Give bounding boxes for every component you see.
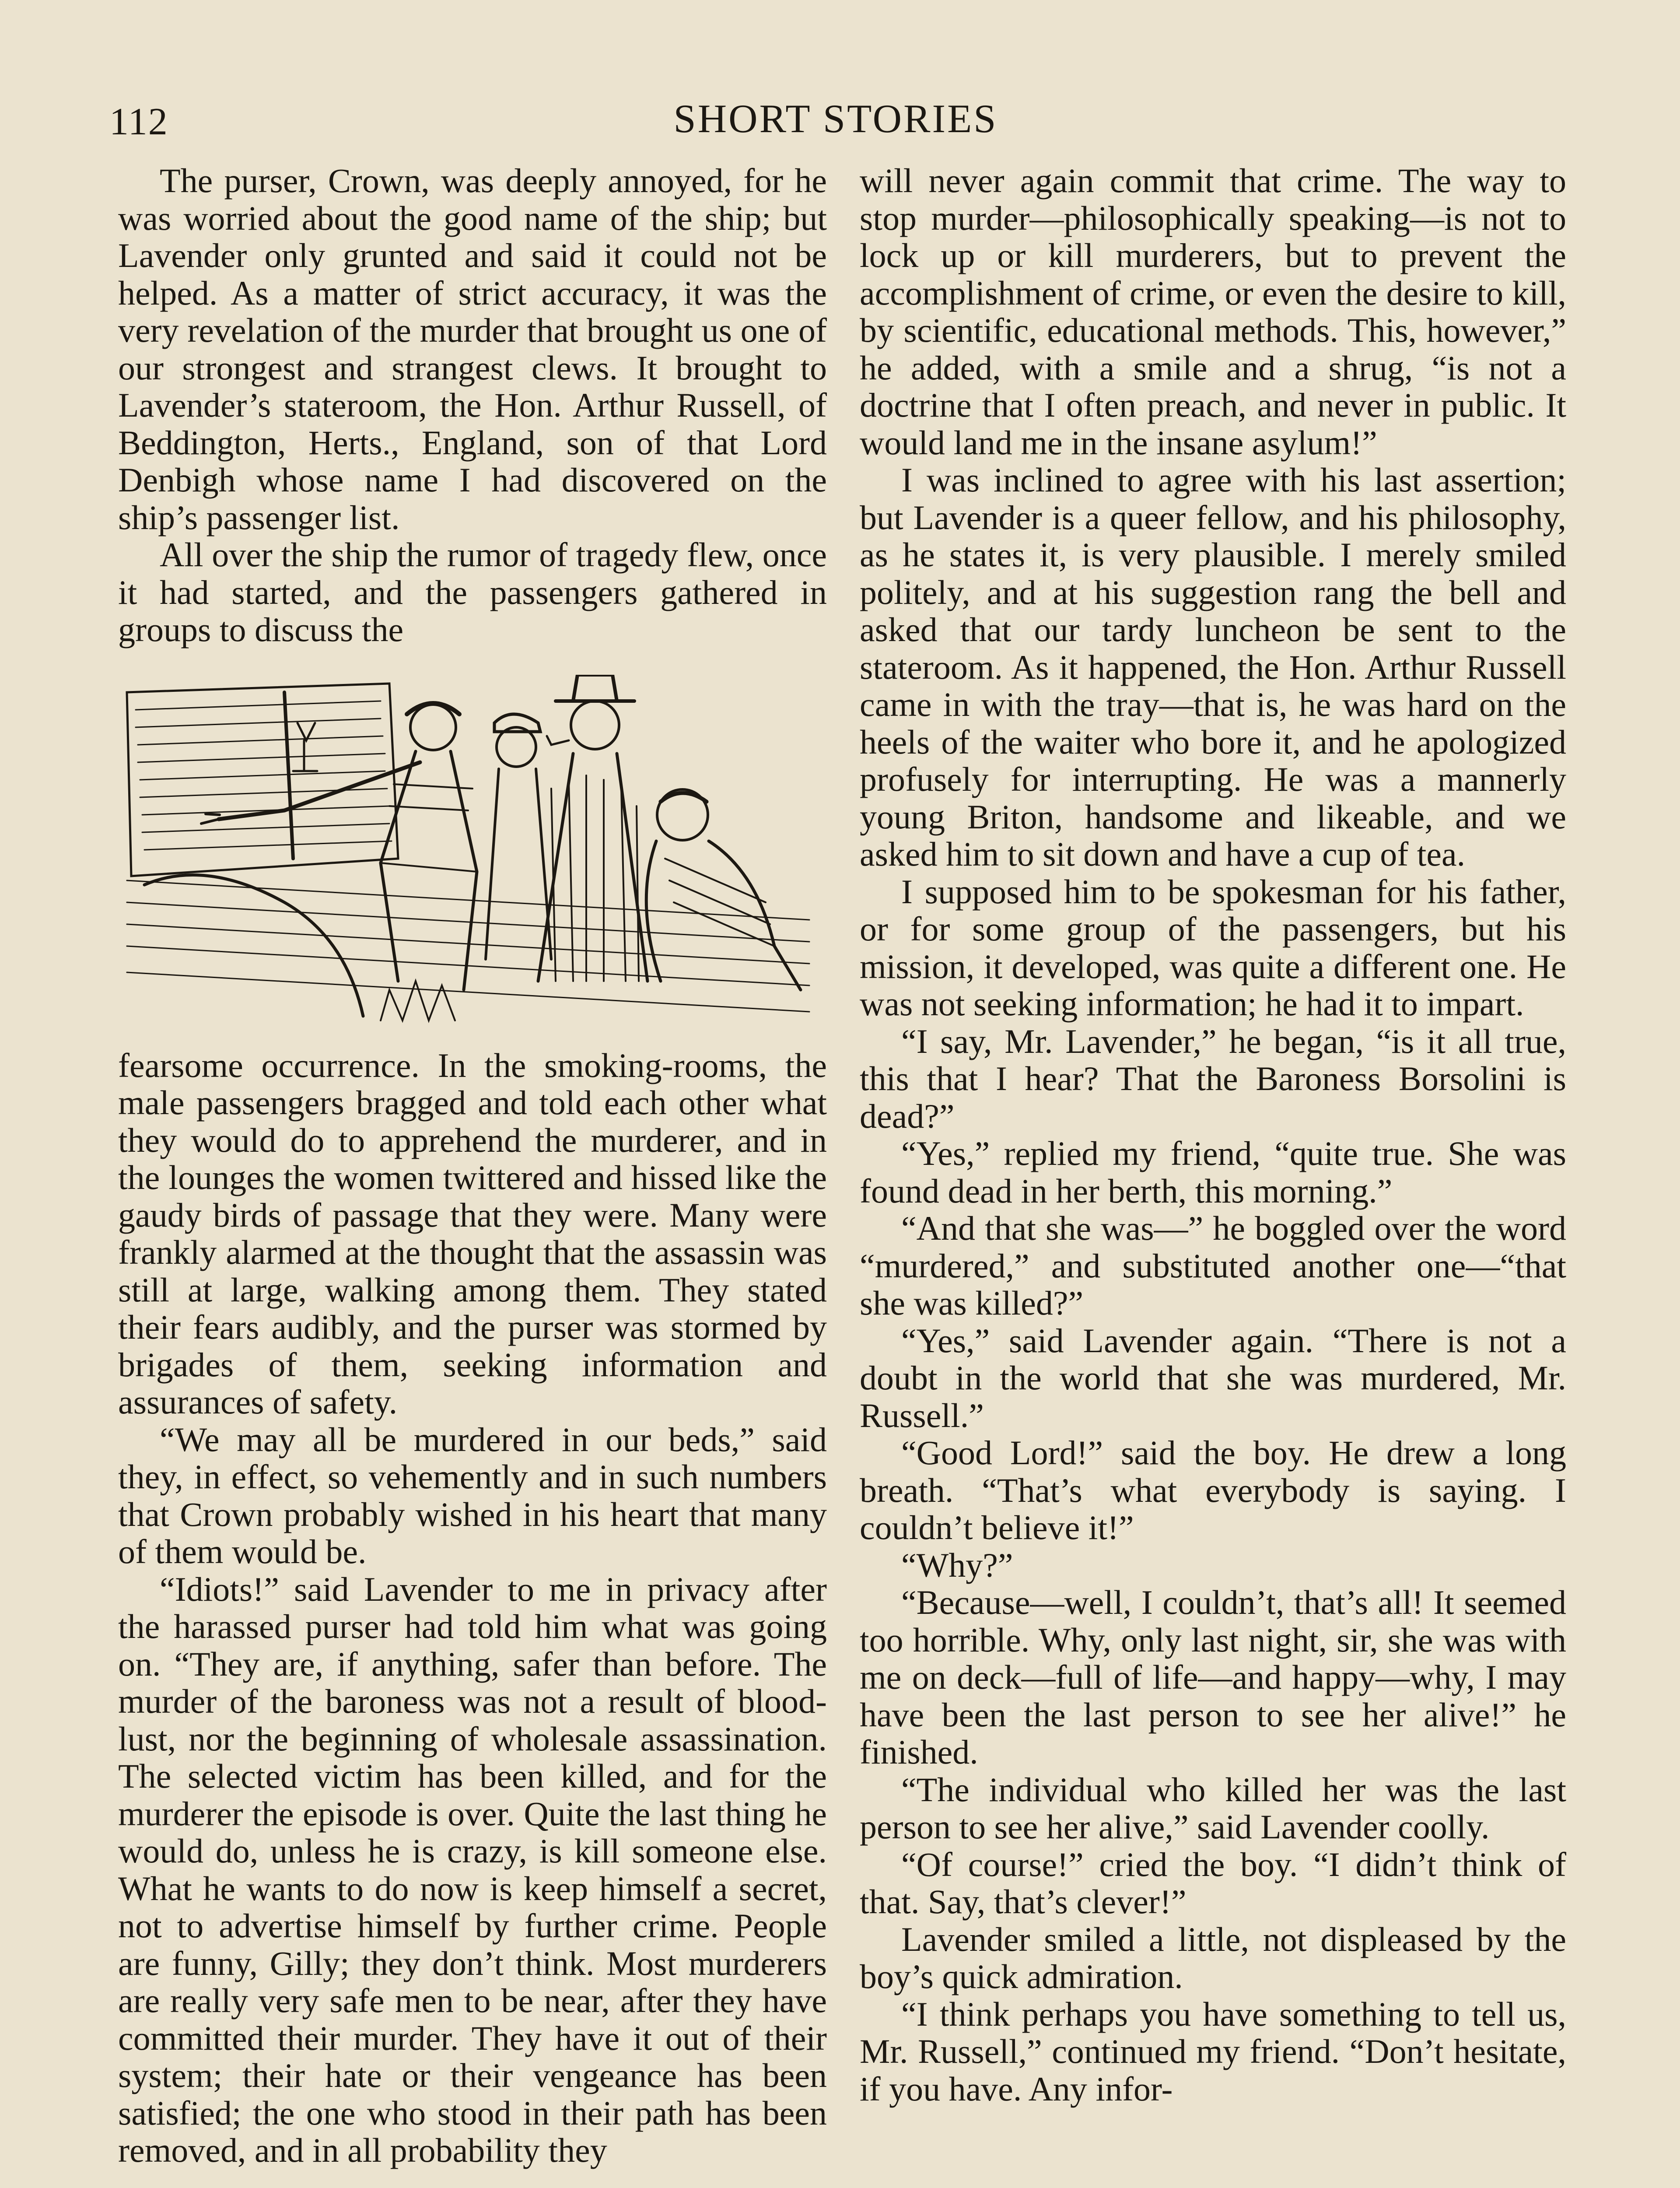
paragraph: Lavender smiled a little, not displeased by the boy’s quick admiration. [860, 1920, 1566, 1995]
paragraph: “I think perhaps you have something to tell us, Mr. Russell,” continued my friend. “Don’t hesitate, if you have. Any infor- [860, 1995, 1566, 2108]
paragraph: “Of course!” cried the boy. “I didn’t think of that. Say, that’s clever!” [860, 1845, 1566, 1921]
paragraph: “Yes,” replied my friend, “quite true. She was found dead in her berth, this morning.” [860, 1134, 1566, 1210]
paragraph: “And that she was—” he boggled over the word “murdered,” and substituted another one—“that she was killed?” [860, 1209, 1566, 1322]
paragraph: “Because—well, I couldn’t, that’s all! It seemed too horrible. Why, only last night, sir, she was with me on deck—full of life—and happy—why, I may have been the last person to see her alive!” he finished. [860, 1583, 1566, 1771]
page-header [109, 95, 1562, 144]
paragraph: “Idiots!” said Lavender to me in privacy after the harassed purser had told him what was going on. “They are, if anything, safer than before. The murder of the baroness was not a result of blood-lust, nor the beginning of wholesale assassination. The selected victim has been killed, and for the murderer the episode is over. Quite the last thing he would do, unless he is crazy, is kill someone else. What he wants to do now is keep himself a secret, not to advertise himself by further crime. People are funny, Gilly; they don’t think. Most murderers are really very safe men to be near, after they have committed their murder. They have it out of their system; their hate or their vengeance has been satisfied; the one who stood in their path has been removed, and in all probability they [118, 1570, 827, 2169]
paragraph: I was inclined to agree with his last assertion; but Lavender is a queer fellow, and his philosophy, as he states it, is very plausible. I merely smiled politely, and at his suggestion rang the bell and asked that our tardy luncheon be sent to the stateroom. As it happened, the Hon. Arthur Russell came in with the tray—that is, he was hard on the heels of the waiter who bore it, and he apologized profusely for interrupting. He was a mannerly young Briton, handsome and likeable, and we asked him to sit down and have a cup of tea. [860, 461, 1566, 873]
paragraph: The purser, Crown, was deeply annoyed, for he was worried about the good name of the ship; but Lavender only grunted and said it could not be helped. As a matter of strict accuracy, it was the very revelation of the murder that brought us one of our strongest and strangest clews. It brought to Lavender’s stateroom, the Hon. Arthur Russell, of Beddington, Herts., England, son of that Lord Denbigh whose name I had discovered on the ship’s passenger list. [118, 161, 827, 536]
paragraph-continuation: will never again commit that crime. The way to stop murder—philosophically speaking—is not to lock up or kill murderers, but to prevent the accomplishment of crime, or even the desire to kill, by scientific, educational methods. This, however,” he added, with a smile and a shrug, “is not a doctrine that I often preach, and never in public. It would land me in the insane asylum!” [860, 161, 1566, 462]
left-column [118, 162, 827, 2169]
story-illustration [118, 675, 818, 1029]
paragraph: “Why?” [901, 1546, 1013, 1584]
paragraph: “The individual who killed her was the last person to see her alive,” said Lavender coolly. [860, 1770, 1566, 1846]
right-column [860, 162, 1566, 2107]
paragraph: I supposed him to be spokesman for his father, or for some group of the passengers, but his mission, it developed, was quite a different one. He was not seeking information; he had it to impart. [860, 872, 1566, 1023]
paragraph-continuation: fearsome occurrence. In the smoking-rooms, the male passengers bragged and told each other what they would do to apprehend the murderer, and in the lounges the women twittered and hissed like the gaudy birds of passage that they were. Many were frankly alarmed at the thought that the assassin was still at large, walking among them. They stated their fears audibly, and the purser was stormed by brigades of them, seeking information and assurances of safety. [118, 1046, 827, 1421]
paragraph: “We may all be murdered in our beds,” said they, in effect, so vehemently and in such numbers that Crown probably wished in his heart that many of them would be. [118, 1420, 827, 1571]
running-title: SHORT STORIES [673, 96, 998, 141]
paragraph: “Good Lord!” said the boy. He drew a long breath. “That’s what everybody is saying. I couldn’t believe it!” [860, 1434, 1566, 1546]
page-number: 112 [109, 101, 168, 143]
paragraph: “Yes,” said Lavender again. “There is not a doubt in the world that she was murdered, Mr. Russell.” [860, 1321, 1566, 1434]
paragraph: “I say, Mr. Lavender,” he began, “is it all true, this that I hear? That the Baroness Borsolini is dead?” [860, 1022, 1566, 1135]
paragraph: All over the ship the rumor of tragedy flew, once it had started, and the passengers gathered in groups to discuss the [118, 536, 827, 649]
